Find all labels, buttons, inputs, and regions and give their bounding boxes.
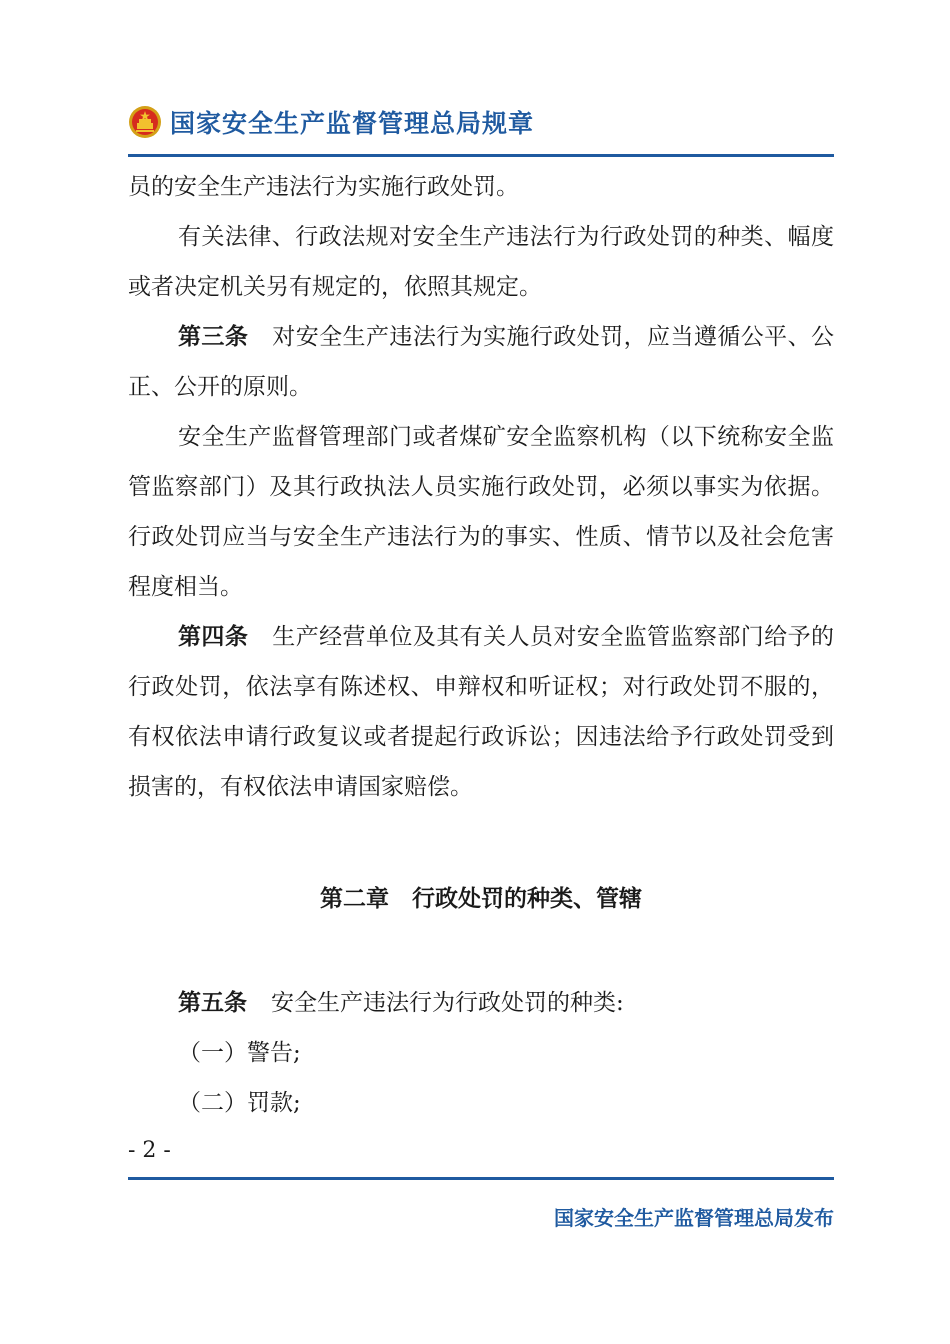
header-divider xyxy=(128,154,834,157)
paragraph: 安全生产监督管理部门或者煤矿安全监察机构（以下统称安全监管监察部门）及其行政执法人员实施行政处罚，必须以事实为依据。行政处罚应当与安全生产违法行为的事实、性质、情节以及社会危害程度相当。 xyxy=(128,424,834,600)
document-body xyxy=(128,162,834,812)
chapter-heading: 第二章 行政处罚的种类、管辖 xyxy=(320,886,642,912)
article-label: 第三条 xyxy=(178,324,249,350)
footer-divider xyxy=(128,1177,834,1180)
article-text: 生产经营单位及其有关人员对安全监管监察部门给予的行政处罚，依法享有陈述权、申辩权和听证权；对行政处罚不服的，有权依法申请行政复议或者提起行政诉讼；因违法给予行政处罚受到损害的，有权依法申请国家赔偿。 xyxy=(128,624,835,800)
article-text: 对安全生产违法行为实施行政处罚，应当遵循公平、公正、公开的原则。 xyxy=(128,324,835,400)
article-text: 安全生产违法行为行政处罚的种类: xyxy=(271,990,624,1016)
list-item: （二）罚款; xyxy=(178,1090,301,1116)
national-emblem-icon xyxy=(128,105,162,139)
paragraph: 员的安全生产违法行为实施行政处罚。 xyxy=(128,174,519,200)
article-label: 第四条 xyxy=(178,624,249,650)
footer-publisher: 国家安全生产监督管理总局发布 xyxy=(554,1206,834,1230)
page-number: - 2 - xyxy=(128,1138,171,1163)
list-item: （一）警告; xyxy=(178,1040,301,1066)
article-label: 第五条 xyxy=(178,990,247,1016)
paragraph: 有关法律、行政法规对安全生产违法行为行政处罚的种类、幅度或者决定机关另有规定的，依照其规定。 xyxy=(128,224,834,300)
article-4 xyxy=(128,612,834,812)
article-5-block xyxy=(128,978,834,1128)
page-header xyxy=(128,100,534,144)
article-3 xyxy=(128,312,834,412)
header-title: 国家安全生产监督管理总局规章 xyxy=(170,109,535,138)
article-5 xyxy=(128,978,834,1028)
